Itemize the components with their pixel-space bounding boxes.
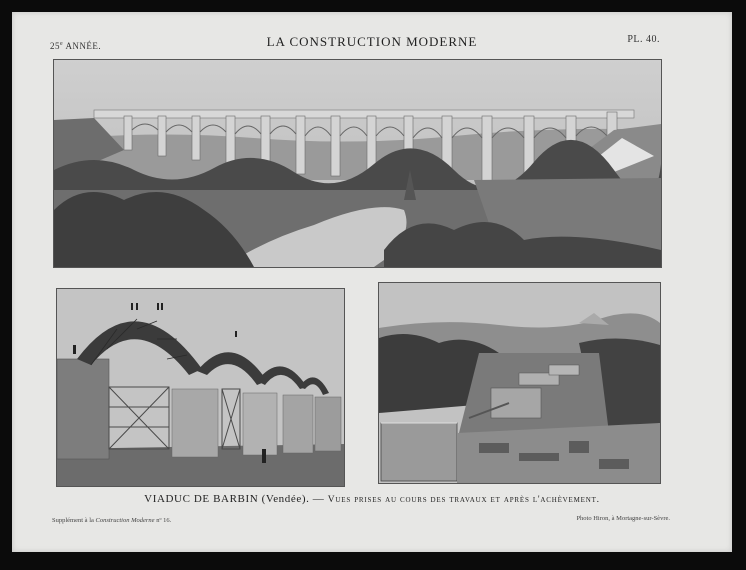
year-label: 25e ANNÉE. (50, 41, 102, 51)
photo-construction-site (378, 282, 661, 484)
caption-detail: Vues prises au cours des travaux et après l'achèvement. (327, 495, 600, 505)
supplement-note: Supplément à la Construction Moderne nº 16. (52, 517, 172, 524)
plate-page (12, 12, 732, 552)
caption-main: VIADUC DE BARBIN (Vendée). — (144, 493, 325, 505)
plate-number: PL. 40. (627, 34, 660, 45)
plate-caption (12, 493, 732, 505)
journal-title: LA CONSTRUCTION MODERNE (266, 34, 478, 49)
photo-credit: Photo Hiron, à Mortagne-sur-Sèvre. (576, 515, 670, 522)
photo-viaduct-completed (53, 59, 662, 268)
photo-arch-centering (56, 288, 345, 487)
